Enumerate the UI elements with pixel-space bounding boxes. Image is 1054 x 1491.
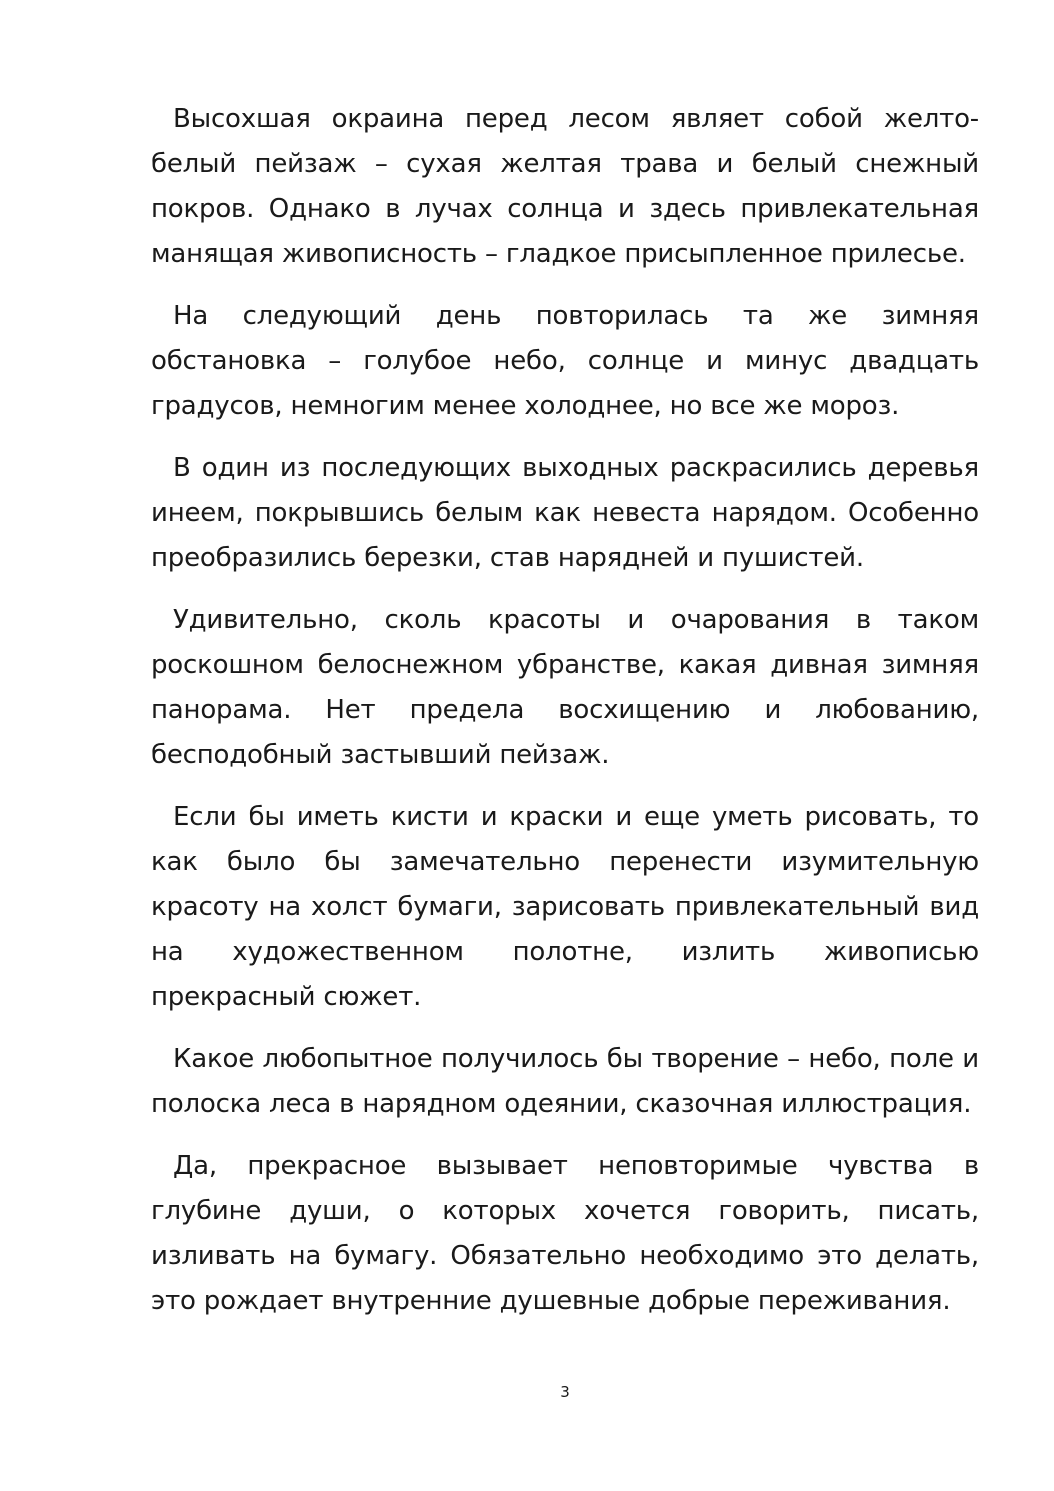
paragraph-2: На следующий день повторилась та же зимняя обстановка – голубое небо, солнце и минус двадцать градусов, немногим менее холоднее, но все же мороз. — [151, 301, 979, 421]
page-number: 3 — [560, 1383, 570, 1401]
paragraph-4: Удивительно, сколь красоты и очарования в таком роскошном белоснежном убранстве, какая дивная зимняя панорама. Нет предела восхищению и любованию, бесподобный застывший пейзаж. — [151, 605, 979, 770]
body-text — [151, 97, 979, 1341]
paragraph-7: Да, прекрасное вызывает неповторимые чувства в глубине души, о которых хочется говорить, писать, изливать на бумагу. Обязательно необходимо это делать, это рождает внутренние душевные добрые переживания. — [151, 1151, 979, 1316]
paragraph-3: В один из последующих выходных раскрасились деревья инеем, покрывшись белым как невеста нарядом. Особенно преобразились березки, став нарядней и пушистей. — [151, 453, 979, 573]
paragraph-1: Высохшая окраина перед лесом являет собой желто-белый пейзаж – сухая желтая трава и белый снежный покров. Однако в лучах солнца и здесь привлекательная манящая живописность – гладкое присыпленное прилесье. — [151, 104, 979, 269]
paragraph-6: Какое любопытное получилось бы творение – небо, поле и полоска леса в нарядном одеянии, сказочная иллюстрация. — [151, 1044, 979, 1119]
paragraph-5: Если бы иметь кисти и краски и еще уметь рисовать, то как было бы замечательно перенести изумительную красоту на холст бумаги, зарисовать привлекательный вид на художественном полотне, излить живописью прекрасный сюжет. — [151, 802, 979, 1012]
